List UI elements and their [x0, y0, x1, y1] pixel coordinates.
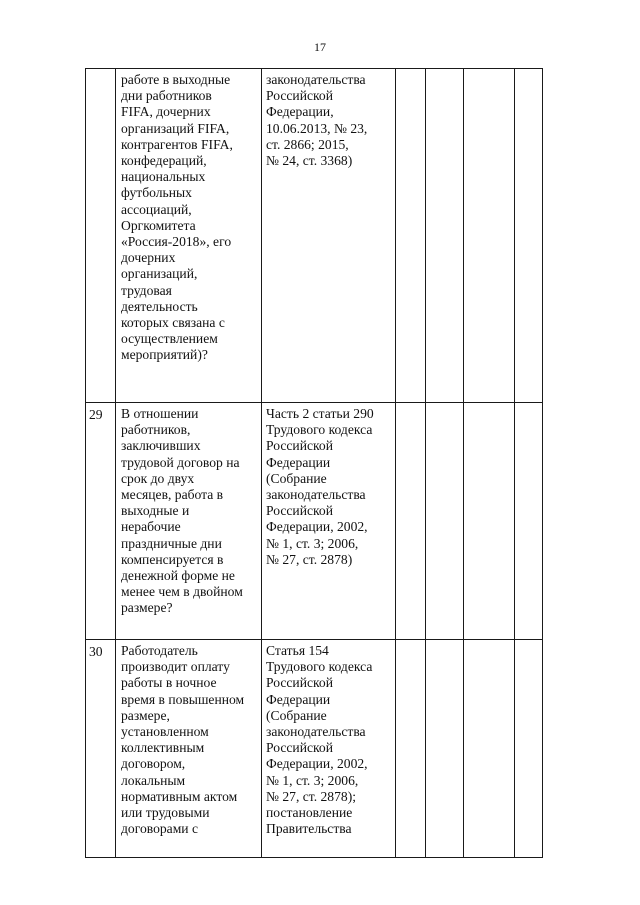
question-line: срок до двух: [121, 470, 195, 486]
reference-line: № 1, ст. 3; 2006,: [266, 772, 359, 788]
question-line: конфедераций,: [121, 153, 207, 169]
question-line: работы в ночное: [121, 675, 217, 691]
question-line: нерабочие: [121, 519, 181, 535]
question-line: менее чем в двойном: [121, 584, 243, 600]
comment-cell: [515, 69, 543, 403]
question-line: ассоциаций,: [121, 201, 192, 217]
legal-reference-cell: [262, 640, 396, 858]
question-line: FIFA, дочерних: [121, 104, 211, 120]
answer-no-cell: [426, 403, 464, 640]
question-line: Работодатель: [121, 643, 198, 658]
page-number: 17: [314, 40, 326, 54]
reference-line: Российской: [266, 503, 333, 519]
reference-line: ст. 2866; 2015,: [266, 136, 349, 152]
answer-not-applicable-cell: [464, 403, 515, 640]
question-line: трудовая: [121, 282, 172, 298]
answer-not-applicable-cell: [464, 69, 515, 403]
question-line: коллективным: [121, 740, 205, 756]
reference-line: № 1, ст. 3; 2006,: [266, 535, 359, 551]
reference-line: (Собрание: [266, 470, 327, 486]
reference-line: Трудового кодекса: [266, 422, 373, 438]
legal-reference-cell: [262, 69, 396, 403]
reference-line: Российской: [266, 438, 333, 454]
question-cell: [116, 403, 262, 640]
question-line: национальных: [121, 169, 206, 185]
reference-line: № 27, ст. 2878);: [266, 788, 356, 804]
comment-cell: [515, 403, 543, 640]
question-line: деятельность: [121, 298, 198, 314]
question-line: договором,: [121, 756, 186, 772]
table-row: [86, 69, 543, 403]
question-cell: [116, 640, 262, 858]
question-line: работе в выходные: [121, 72, 231, 87]
legal-reference-cell: [262, 403, 396, 640]
question-line: мероприятий)?: [121, 347, 208, 363]
checklist-table: [85, 68, 543, 858]
reference-line: Федерации: [266, 454, 331, 470]
answer-not-applicable-cell: [464, 640, 515, 858]
reference-line: постановление: [266, 805, 353, 821]
question-line: компенсируется в: [121, 551, 224, 567]
question-line: футбольных: [121, 185, 192, 201]
reference-line: Российской: [266, 675, 333, 691]
reference-line: № 27, ст. 2878): [266, 551, 353, 567]
question-line: работников,: [121, 422, 191, 438]
question-line: организаций,: [121, 266, 198, 282]
question-line: размере?: [121, 600, 173, 616]
reference-line: законодательства: [266, 487, 366, 503]
question-line: праздничные дни: [121, 535, 222, 551]
question-line: заключивших: [121, 438, 201, 454]
question-line: организаций FIFA,: [121, 120, 230, 136]
question-line: В отношении: [121, 406, 199, 421]
reference-line: Статья 154: [266, 643, 329, 658]
question-line: осуществлением: [121, 331, 218, 347]
question-line: денежной форме не: [121, 568, 235, 584]
reference-line: Правительства: [266, 821, 352, 837]
answer-yes-cell: [396, 69, 426, 403]
reference-line: № 24, ст. 3368): [266, 153, 353, 169]
answer-yes-cell: [396, 403, 426, 640]
reference-line: Трудового кодекса: [266, 659, 373, 675]
reference-line: Часть 2 статьи 290: [266, 406, 374, 421]
answer-yes-cell: [396, 640, 426, 858]
question-line: месяцев, работа в: [121, 487, 224, 503]
question-line: локальным: [121, 772, 186, 788]
table-row: [86, 640, 543, 858]
reference-line: законодательства: [266, 72, 366, 87]
reference-line: Российской: [266, 740, 333, 756]
question-line: Оргкомитета: [121, 217, 196, 233]
question-line: трудовой договор на: [121, 454, 240, 470]
question-line: установленном: [121, 724, 209, 740]
row-number-cell: 29: [86, 403, 116, 640]
reference-line: (Собрание: [266, 707, 327, 723]
question-line: договорами с: [121, 821, 199, 837]
question-line: время в повышенном: [121, 691, 245, 707]
question-cell: [116, 69, 262, 403]
question-line: которых связана с: [121, 315, 225, 331]
reference-line: Федерации, 2002,: [266, 519, 368, 535]
question-line: или трудовыми: [121, 805, 210, 821]
reference-line: Федерации: [266, 691, 331, 707]
question-line: нормативным актом: [121, 788, 238, 804]
question-line: размере,: [121, 707, 170, 723]
comment-cell: [515, 640, 543, 858]
row-number-cell: 30: [86, 640, 116, 858]
reference-line: 10.06.2013, № 23,: [266, 120, 368, 136]
question-line: дни работников: [121, 88, 212, 104]
reference-line: законодательства: [266, 724, 366, 740]
reference-line: Федерации, 2002,: [266, 756, 368, 772]
question-line: выходные и: [121, 503, 190, 519]
answer-no-cell: [426, 640, 464, 858]
reference-line: Российской: [266, 88, 333, 104]
question-line: контрагентов FIFA,: [121, 136, 233, 152]
table-row: [86, 403, 543, 640]
question-line: производит оплату: [121, 659, 230, 675]
answer-no-cell: [426, 69, 464, 403]
row-number-cell: [86, 69, 116, 403]
question-line: дочерних: [121, 250, 176, 266]
question-line: «Россия-2018», его: [121, 234, 232, 250]
reference-line: Федерации,: [266, 104, 334, 120]
